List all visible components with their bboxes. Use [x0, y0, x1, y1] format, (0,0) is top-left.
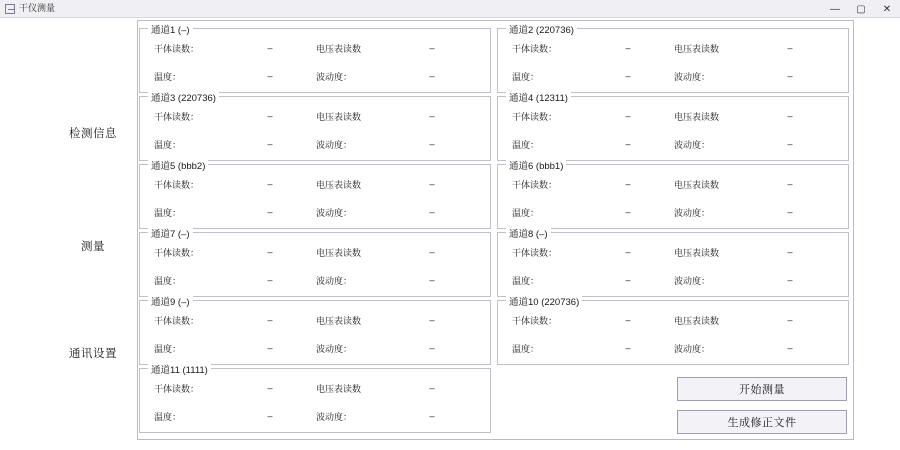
voltmeter-reading-value: – — [429, 315, 435, 325]
channel-row-readings — [498, 313, 848, 327]
temperature-value: – — [267, 411, 273, 421]
voltmeter-reading-label: 电压表读数 — [674, 43, 720, 54]
fluctuation-label: 波动度： — [316, 411, 353, 422]
sidebar-item-measurement[interactable]: 测量 — [81, 241, 105, 253]
dry-body-reading-label: 干体读数： — [512, 43, 558, 54]
channel-title: 通道3 (220736) — [148, 90, 219, 104]
fluctuation-value: – — [787, 275, 793, 285]
channel-row-readings — [140, 313, 490, 327]
sidebar-item-communication-settings[interactable]: 通讯设置 — [69, 348, 117, 360]
dry-body-reading-value: – — [267, 179, 273, 189]
channel-panel — [497, 161, 849, 229]
dry-body-reading-value: – — [625, 247, 631, 257]
channel-row-readings — [498, 109, 848, 123]
channel-row-temperature — [498, 273, 848, 287]
dry-body-reading-label: 干体读数： — [154, 247, 200, 258]
dry-body-reading-label: 干体读数： — [512, 315, 558, 326]
temperature-label: 温度： — [512, 275, 540, 286]
temperature-label: 温度： — [512, 139, 540, 150]
channel-title: 通道4 (12311) — [506, 90, 571, 104]
fluctuation-label: 波动度： — [674, 139, 711, 150]
fluctuation-label: 波动度： — [316, 275, 353, 286]
voltmeter-reading-label: 电压表读数 — [674, 247, 720, 258]
dry-body-reading-value: – — [267, 43, 273, 53]
app-icon — [5, 4, 15, 14]
channel-body — [498, 165, 848, 228]
voltmeter-reading-label: 电压表读数 — [316, 111, 362, 122]
fluctuation-value: – — [429, 139, 435, 149]
temperature-label: 温度： — [512, 71, 540, 82]
channel-panel — [139, 161, 491, 229]
voltmeter-reading-value: – — [429, 179, 435, 189]
fluctuation-label: 波动度： — [316, 71, 353, 82]
channel-row-temperature — [498, 137, 848, 151]
temperature-value: – — [267, 71, 273, 81]
channel-body — [140, 29, 490, 92]
minimize-button[interactable]: — — [830, 3, 840, 15]
voltmeter-reading-label: 电压表读数 — [316, 383, 362, 394]
channel-row-temperature — [140, 69, 490, 83]
window-title: 干仪测量 — [19, 3, 56, 13]
channel-body — [140, 165, 490, 228]
channel-body — [498, 97, 848, 160]
maximize-button[interactable]: ▢ — [856, 3, 866, 15]
voltmeter-reading-value: – — [787, 111, 793, 121]
voltmeter-reading-label: 电压表读数 — [316, 315, 362, 326]
temperature-value: – — [625, 207, 631, 217]
voltmeter-reading-value: – — [429, 247, 435, 257]
fluctuation-value: – — [787, 71, 793, 81]
fluctuation-value: – — [429, 411, 435, 421]
channel-row-readings — [140, 245, 490, 259]
dry-body-reading-value: – — [267, 383, 273, 393]
voltmeter-reading-label: 电压表读数 — [674, 315, 720, 326]
channel-row-readings — [140, 41, 490, 55]
sidebar-item-detection-info[interactable]: 检测信息 — [69, 128, 117, 140]
fluctuation-value: – — [429, 71, 435, 81]
voltmeter-reading-label: 电压表读数 — [316, 247, 362, 258]
voltmeter-reading-value: – — [429, 111, 435, 121]
dry-body-reading-value: – — [267, 315, 273, 325]
generate-correction-file-button[interactable]: 生成修正文件 — [677, 410, 847, 434]
channel-body — [140, 97, 490, 160]
voltmeter-reading-value: – — [429, 383, 435, 393]
channel-grid — [139, 20, 854, 440]
channel-row-readings — [140, 381, 490, 395]
channel-row-readings — [498, 41, 848, 55]
temperature-value: – — [267, 207, 273, 217]
channel-panel — [497, 229, 849, 297]
channel-panel — [139, 229, 491, 297]
voltmeter-reading-label: 电压表读数 — [316, 179, 362, 190]
temperature-value: – — [625, 139, 631, 149]
voltmeter-reading-value: – — [787, 179, 793, 189]
channel-body — [498, 233, 848, 296]
fluctuation-label: 波动度： — [316, 207, 353, 218]
fluctuation-label: 波动度： — [674, 207, 711, 218]
sidebar — [48, 20, 138, 440]
fluctuation-label: 波动度： — [674, 71, 711, 82]
fluctuation-label: 波动度： — [316, 343, 353, 354]
window-controls — [822, 0, 900, 18]
voltmeter-reading-value: – — [429, 43, 435, 53]
temperature-label: 温度： — [154, 275, 182, 286]
fluctuation-label: 波动度： — [316, 139, 353, 150]
channel-body — [140, 233, 490, 296]
fluctuation-value: – — [787, 139, 793, 149]
dry-body-reading-label: 干体读数： — [512, 179, 558, 190]
voltmeter-reading-label: 电压表读数 — [674, 179, 720, 190]
voltmeter-reading-value: – — [787, 247, 793, 257]
channel-body — [140, 301, 490, 364]
channel-body — [498, 29, 848, 92]
channel-row-temperature — [140, 205, 490, 219]
temperature-label: 温度： — [512, 207, 540, 218]
channel-row-temperature — [498, 341, 848, 355]
title-bar-left — [0, 4, 55, 14]
dry-body-reading-label: 干体读数： — [154, 111, 200, 122]
voltmeter-reading-value: – — [787, 43, 793, 53]
channel-panel — [497, 297, 849, 365]
dry-body-reading-label: 干体读数： — [154, 383, 200, 394]
channel-title: 通道2 (220736) — [506, 22, 577, 36]
channel-title: 通道1 (–) — [148, 22, 193, 36]
channel-title: 通道9 (–) — [148, 294, 193, 308]
temperature-value: – — [267, 343, 273, 353]
channel-title: 通道7 (–) — [148, 226, 193, 240]
channel-panel — [139, 93, 491, 161]
channel-title: 通道5 (bbb2) — [148, 158, 208, 172]
channel-title: 通道11 (1111) — [148, 362, 211, 376]
dry-body-reading-label: 干体读数： — [512, 247, 558, 258]
temperature-value: – — [625, 71, 631, 81]
voltmeter-reading-label: 电压表读数 — [316, 43, 362, 54]
channel-row-temperature — [498, 69, 848, 83]
fluctuation-value: – — [429, 343, 435, 353]
dry-body-reading-value: – — [625, 315, 631, 325]
channel-row-readings — [140, 177, 490, 191]
temperature-label: 温度： — [154, 207, 182, 218]
temperature-value: – — [267, 275, 273, 285]
fluctuation-label: 波动度： — [674, 275, 711, 286]
channel-row-temperature — [140, 409, 490, 423]
title-bar — [0, 0, 900, 18]
fluctuation-label: 波动度： — [674, 343, 711, 354]
temperature-label: 温度： — [154, 71, 182, 82]
channel-row-temperature — [140, 341, 490, 355]
temperature-value: – — [625, 275, 631, 285]
channel-title: 通道10 (220736) — [506, 294, 582, 308]
dry-body-reading-label: 干体读数： — [154, 315, 200, 326]
dry-body-reading-label: 干体读数： — [154, 43, 200, 54]
start-measure-button[interactable]: 开始测量 — [677, 377, 847, 401]
temperature-value: – — [267, 139, 273, 149]
fluctuation-value: – — [429, 275, 435, 285]
temperature-label: 温度： — [512, 343, 540, 354]
dry-body-reading-label: 干体读数： — [512, 111, 558, 122]
channel-row-readings — [140, 109, 490, 123]
temperature-label: 温度： — [154, 139, 182, 150]
voltmeter-reading-value: – — [787, 315, 793, 325]
channel-title: 通道6 (bbb1) — [506, 158, 566, 172]
dry-body-reading-value: – — [625, 111, 631, 121]
channel-row-temperature — [498, 205, 848, 219]
fluctuation-value: – — [429, 207, 435, 217]
dry-body-reading-label: 干体读数： — [154, 179, 200, 190]
channel-title: 通道8 (–) — [506, 226, 551, 240]
channel-body — [140, 369, 490, 432]
voltmeter-reading-label: 电压表读数 — [674, 111, 720, 122]
channel-panel — [139, 297, 491, 365]
channel-body — [498, 301, 848, 364]
channel-row-temperature — [140, 273, 490, 287]
channel-panel — [497, 25, 849, 93]
temperature-value: – — [625, 343, 631, 353]
channel-row-readings — [498, 177, 848, 191]
channel-panel — [139, 365, 491, 433]
fluctuation-value: – — [787, 207, 793, 217]
temperature-label: 温度： — [154, 411, 182, 422]
dry-body-reading-value: – — [625, 179, 631, 189]
temperature-label: 温度： — [154, 343, 182, 354]
channel-panel — [497, 93, 849, 161]
dry-body-reading-value: – — [267, 247, 273, 257]
channel-row-readings — [498, 245, 848, 259]
dry-body-reading-value: – — [267, 111, 273, 121]
fluctuation-value: – — [787, 343, 793, 353]
channel-panel — [139, 25, 491, 93]
close-button[interactable]: ✕ — [882, 3, 892, 15]
channel-row-temperature — [140, 137, 490, 151]
dry-body-reading-value: – — [625, 43, 631, 53]
